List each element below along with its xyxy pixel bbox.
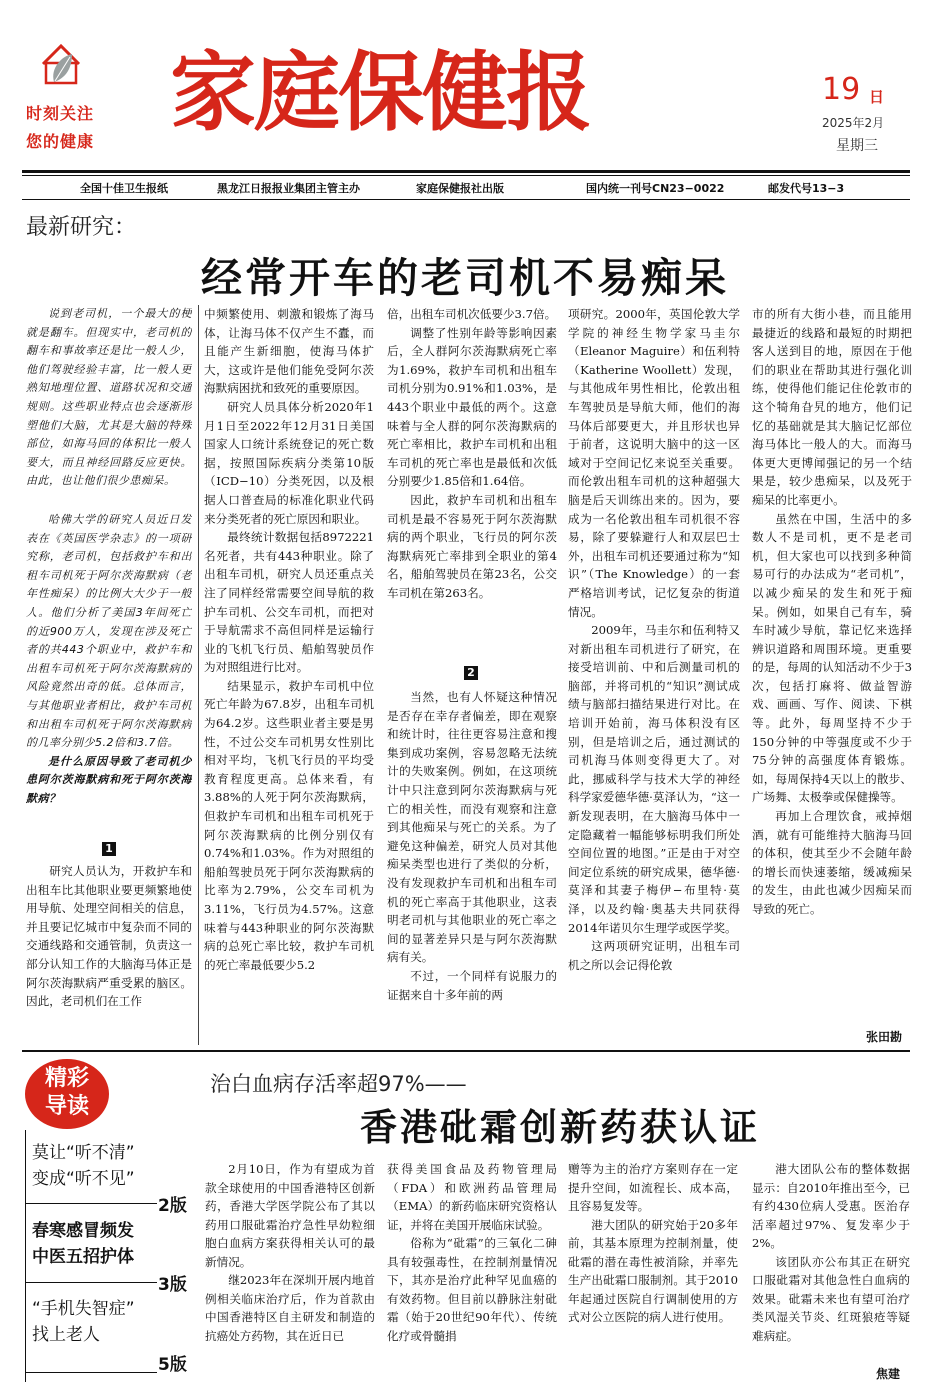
article1-col5-p2: 虽然在中国，生活中的多数人不是司机，更不是老司机，但大家也可以找到多种简易可行的办法成为“老司机”，以减少痴呆的发生和死于痴呆。例如，如果自己有车，骑车时减少导航，靠记忆来选择辨识道路和周围环境。更重要的是，每周的认知活动不少于3次，包括打麻将、做益智游戏、画画、写作、阅读、下棋等。此外，每周坚持不少于150分钟的中等强度或不少于75分钟的高强度体育锻炼。如，每周保持4天以上的散步、广场舞、太极拳或保健操等。 xyxy=(752,511,912,805)
guide-item-1-line1: 莫让“听不清” xyxy=(32,1143,135,1163)
info-postal-code: 邮发代号13−3 xyxy=(768,182,845,195)
header-rule-thin xyxy=(22,175,910,176)
article1-col1b xyxy=(26,862,192,1050)
article1-col3-p2: 调整了性别年龄等影响因素后，全人群阿尔茨海默病死亡率为1.69%，救护车司机和出租车司机分别为0.91%和1.03%，是443个职业中最低的两个。这意味着与全人群的阿尔茨海默病的死亡率相比，救护车司机和出租车司机的死亡率也是最低和次低分别要少1.85倍和1.64倍。 xyxy=(387,325,557,489)
guide-item-3-page[interactable]: 5版 xyxy=(158,1355,187,1375)
article2-col4-p2: 该团队亦公布其正在研究口服砒霜对其他急性白血病的效果。砒霜未来也有望可治疗类风湿关节炎、红斑狼疮等疑难病症。 xyxy=(752,1254,910,1343)
article2-col3-p1: 赠等为主的治疗方案则存在一定提升空间，如流程长、成本高，且容易复发等。 xyxy=(568,1162,738,1213)
article1-col2-p4: 结果显示，救护车司机中位死亡年龄为67.8岁，出租车司机为64.2岁。这些职业者主要是男性，不过公交车司机男女性别比相对平均，飞机飞行员的平均受教育程度更高。总体来看，有3.88%的人死于阿尔茨海默病，但救护车司机和出租车司机死于阿尔茨海默病的比例分别仅有0.74%和1.03%。作为对照组的船舶驾驶员死于阿尔茨海默病的比率为2.79%，公交车司机为3.11%，飞行员为4.57%。这意味着与443种职业的阿尔茨海默病的总死亡率比较，救护车司机的死亡率最低要少5.2 xyxy=(204,678,374,972)
guide-badge xyxy=(25,1059,109,1129)
issue-day: 19 xyxy=(822,72,861,107)
guide-item-1-line2: 变成“听不见” xyxy=(32,1169,135,1189)
guide-divider-2 xyxy=(25,1282,157,1283)
section-marker-2: 2 xyxy=(464,666,478,680)
article1-col3b xyxy=(387,688,557,1045)
article1-col3-p3: 因此，救护车司机和出租车司机是最不容易死于阿尔茨海默病的两个职业，飞行员的阿尔茨海默病死亡率排到全职业的第4名，船舶驾驶员在第23名，公交车司机在第263名。 xyxy=(387,492,557,600)
info-bar xyxy=(22,178,910,196)
article1-col3-p4: 当然，也有人怀疑这种情况是否存在幸存者偏差，即在观察和统计时，往往更容易注意和搜集到成功案例，容易忽略无法统计的失败案例。例如，在这项统计中只注意到阿尔茨海默病与死亡的相关性，而没有观察和注意到其他痴呆与死亡的关系。为了避免这种偏差，研究人员对其他痴呆类型也进行了类似的分析，没有发现救护车司机和出租车司机的死亡率高于其他职业，这表明老司机与其他职业的死亡率之间的显著差异只是与阿尔茨海默病有关。 xyxy=(387,690,557,965)
info-cn-number: 国内统一刊号CN23−0022 xyxy=(586,182,725,195)
guide-divider-1 xyxy=(25,1203,157,1204)
masthead-title: 家庭保健报 xyxy=(170,43,590,143)
article2-headline: 香港砒霜创新药获认证 xyxy=(360,1105,760,1149)
guide-item-2-line2: 中医五招护体 xyxy=(32,1247,134,1267)
article2-col3 xyxy=(568,1160,738,1385)
guide-item-2-page[interactable]: 3版 xyxy=(158,1275,187,1295)
slogan-line1: 时刻关注 xyxy=(26,104,95,123)
article1-col5-p1: 市的所有大街小巷，而且能用最捷近的线路和最短的时期把客人送到目的地，原因在于他们的职业在帮助其进行强化训练，使得他们能记住伦敦市的这个犄角旮旯的地方，他们记忆的基础就是其大脑记忆部位海马体比一般人的大。而海马体更大更博闻强记的另一个结果是，较少患痴呆，以及死于痴呆的比率更小。 xyxy=(752,307,912,507)
guide-item-3-line1: “手机失智症” xyxy=(32,1299,135,1319)
header-rule xyxy=(22,170,910,173)
issue-weekday: 星期三 xyxy=(836,138,878,154)
guide-item-1[interactable] xyxy=(32,1140,135,1192)
article1-col2-p3: 最终统计数据包括8972221名死者，共有443种职业。除了出租车司机，研究人员还重点关注了同样经常需要空间导航的救护车司机、公交车司机，而把对于导航需求不高但同样是运输行业的飞机飞行员、船舶驾驶员作为对照组进行比对。 xyxy=(204,530,374,675)
article1-lead-p2: 哈佛大学的研究人员近日发表在《英国医学杂志》的一项研究称，老司机，包括救护车和出租车司机死于阿尔茨海默病（老年性痴呆）的比例大大少于一般人。他们分析了美国3年间死亡的近900万人，发现在涉及死亡者的共443个职业中，救护车和出租车司机死于阿尔茨海默病的风险竟然出奇的低。总体而言，与其他职业者相比，救护车司机和出租车司机死于阿尔茨海默病的几率分别少5.2倍和3.7倍。 xyxy=(26,513,192,750)
section-marker-1: 1 xyxy=(102,842,116,856)
article2-col1 xyxy=(205,1160,375,1385)
article1-col4-p2: 2009年，马圭尔和伍利特又对新出租车司机进行了研究，在接受培训前、中和后测量司机的脑部，并将司机的“知识”测试成绩与脑部扫描结果进行对比。在培训开始前，海马体积没有区别，但是培训之后，通过测试的司机海马体则变得更大了。对此，挪威科学与技术大学的神经科学家爱德华德·莫泽认为，“这一新发现表明，在大脑海马体中一定隐藏着一幅能够标明我们所处空间位置的地图。”正是由于对空间定位系统的研究成果，德华德·莫泽和其妻子梅伊−布里特·莫泽，以及约翰·奥基夫共同获得2014年诺贝尔生理学或医学奖。 xyxy=(568,623,740,935)
article1-lead-col2 xyxy=(26,511,192,843)
article1-lead-col xyxy=(26,305,192,495)
article1-col2-p1: 中频繁使用、刺激和锻炼了海马体，让海马体不仅产生不蠹，而且能产生新细胞，使海马体扩大，这或许是他们能免受阿尔茨海默病困扰和致死的重要原因。 xyxy=(204,307,374,396)
issue-date: 2025年2月 xyxy=(822,116,885,130)
guide-item-3[interactable] xyxy=(32,1296,135,1348)
guide-item-3-line2: 找上老人 xyxy=(32,1325,100,1345)
article1-col3-p1: 倍，出租车司机次低要少3.7倍。 xyxy=(387,307,557,321)
article1-col4 xyxy=(568,305,740,1045)
article2-col4-p1: 港大团队公布的整体数据显示：自2010年推出至今，已有约430位病人受惠。医治存活率超过97%、复发率少于2%。 xyxy=(752,1162,910,1250)
article1-col5 xyxy=(752,305,912,1027)
article1-col4-p3: 这两项研究证明，出租车司机之所以会记得伦敦 xyxy=(568,939,740,972)
article1-col1b-p1: 研究人员认为，开救护车和出租车比其他职业要更频繁地使用导航、处理空间相关的信息，并且要记忆城市中复杂而不同的交通线路和交通管制，负责这一部分认知工作的大脑海马体正是阿尔茨海默病严重受累的脑区。因此，老司机们在工作 xyxy=(26,864,192,1009)
article1-kicker: 最新研究： xyxy=(26,215,137,240)
guide-divider-3 xyxy=(25,1372,157,1373)
article2-col2 xyxy=(387,1160,557,1385)
article2-byline: 焦建 xyxy=(876,1367,901,1381)
guide-item-2-line1: 春寒感冒频发 xyxy=(32,1221,134,1241)
guide-item-1-page[interactable]: 2版 xyxy=(158,1196,187,1216)
article1-lead-p3: 是什么原因导致了老司机少患阿尔茨海默病和死于阿尔茨海默病？ xyxy=(26,754,192,805)
guide-badge-line1: 精彩 xyxy=(44,1066,89,1091)
article1-col3a xyxy=(387,305,557,655)
info-publisher: 家庭保健报社出版 xyxy=(416,182,504,195)
article1-col2-p2: 研究人员具体分析2020年1月1日至2022年12月31日美国国家人口统计系统登记的死亡数据，按照国际疾病分类第10版（ICD−10）分类死因，以及根据人口普查局的标准化职业代码来分类死者的死亡原因和职业。 xyxy=(204,399,374,526)
article2-col3-p2: 港大团队的研究始于20多年前，其基本原理为控制剂量，使砒霜的潜在毒性被消除，并率先生产出砒霜口服制剂。其于2010年起通过医院自行调制使用的方式对公立医院的病人进行使用。 xyxy=(568,1217,738,1324)
info-rule xyxy=(22,199,910,200)
guide-border xyxy=(25,1130,26,1382)
article2-col2-p1: 获得美国食品及药物管理局（FDA）和欧洲药品管理局（EMA）的新药临床研究资格认证，并将在美国开展临床试验。 xyxy=(387,1162,557,1232)
slogan-line2: 您的健康 xyxy=(26,132,95,151)
article2-col1-p1: 2月10日，作为有望成为首款全球使用的中国香港特区创新药，香港大学医学院公布了其以药用口服砒霜治疗急性早幼粒细胞白血病方案获得相关认可的最新情况。 xyxy=(205,1162,375,1269)
section-rule xyxy=(22,1050,910,1052)
article1-col2 xyxy=(204,305,374,1045)
guide-item-2[interactable] xyxy=(32,1218,134,1270)
issue-day-unit: 日 xyxy=(869,88,885,106)
article2-col4 xyxy=(752,1160,910,1370)
column-divider xyxy=(198,305,199,1045)
article1-lead-p1: 说到老司机，一个最大的梗就是翻车。但现实中，老司机的翻车和事故率还是比一般人少，他们驾驶经验丰富，比一般人更熟知地理位置、道路状况和交通规则。这些职业特点也会逐渐形塑他们大脑，尤其是大脑的特殊部位，如海马回的体积比一般人要大，而且神经回路反应更快。由此，也让他们很少患痴呆。 xyxy=(26,307,192,488)
info-award: 全国十佳卫生报纸 xyxy=(80,182,168,195)
article1-headline: 经常开车的老司机不易痴呆 xyxy=(201,254,729,302)
article1-col4-p1: 项研究。2000年，英国伦敦大学学院的神经生物学家马圭尔（Eleanor Maguire）和伍利特（Katherine Woollett）发现，与其他成年男性相比，伦敦出租车驾驶员是导航大师，他们的海马体后部要更大，并且形状也异于前者，这说明大脑中的这一区域对于空间记忆来说至关重要。而伦敦出租车司机的这种超强大脑是后天训练出来的。因为，要成为一名伦敦出租车司机很不容易，除了要躲避行人和双层巴士外，出租车司机还要通过称为“知识”（The Knowledge）的一套严格培训考试，记忆复杂的街道情况。 xyxy=(568,307,740,619)
article1-col3-p5: 不过，一个同样有说服力的证据来自十多年前的两 xyxy=(387,968,557,1002)
article2-kicker: 治白血病存活率超97%—— xyxy=(210,1072,467,1096)
article2-col2-p2: 俗称为“砒霜”的三氧化二砷具有较强毒性，在控制剂量情况下，其亦是治疗此种罕见血癌的有效药物。但目前以静脉注射砒霜（始于20世纪90年代）、传统化疗或骨髓捐 xyxy=(387,1236,557,1343)
article1-col5-p3: 再加上合理饮食，戒掉烟酒，就有可能维持大脑海马回的体积，使其至少不会随年龄的增长而快速萎缩，缓减痴呆的发生，由此也减少因痴呆而导致的死亡。 xyxy=(752,809,912,916)
house-leaf-logo-icon xyxy=(40,42,82,86)
article2-col1-p2: 继2023年在深圳开展内地首例相关临床治疗后，作为首款由中国香港特区自主研发和制造的抗癌处方药物，其在近日已 xyxy=(205,1273,375,1343)
guide-badge-line2: 导读 xyxy=(44,1094,89,1119)
article1-byline: 张田勘 xyxy=(866,1030,903,1044)
info-sponsor: 黑龙江日报报业集团主管主办 xyxy=(217,182,360,195)
